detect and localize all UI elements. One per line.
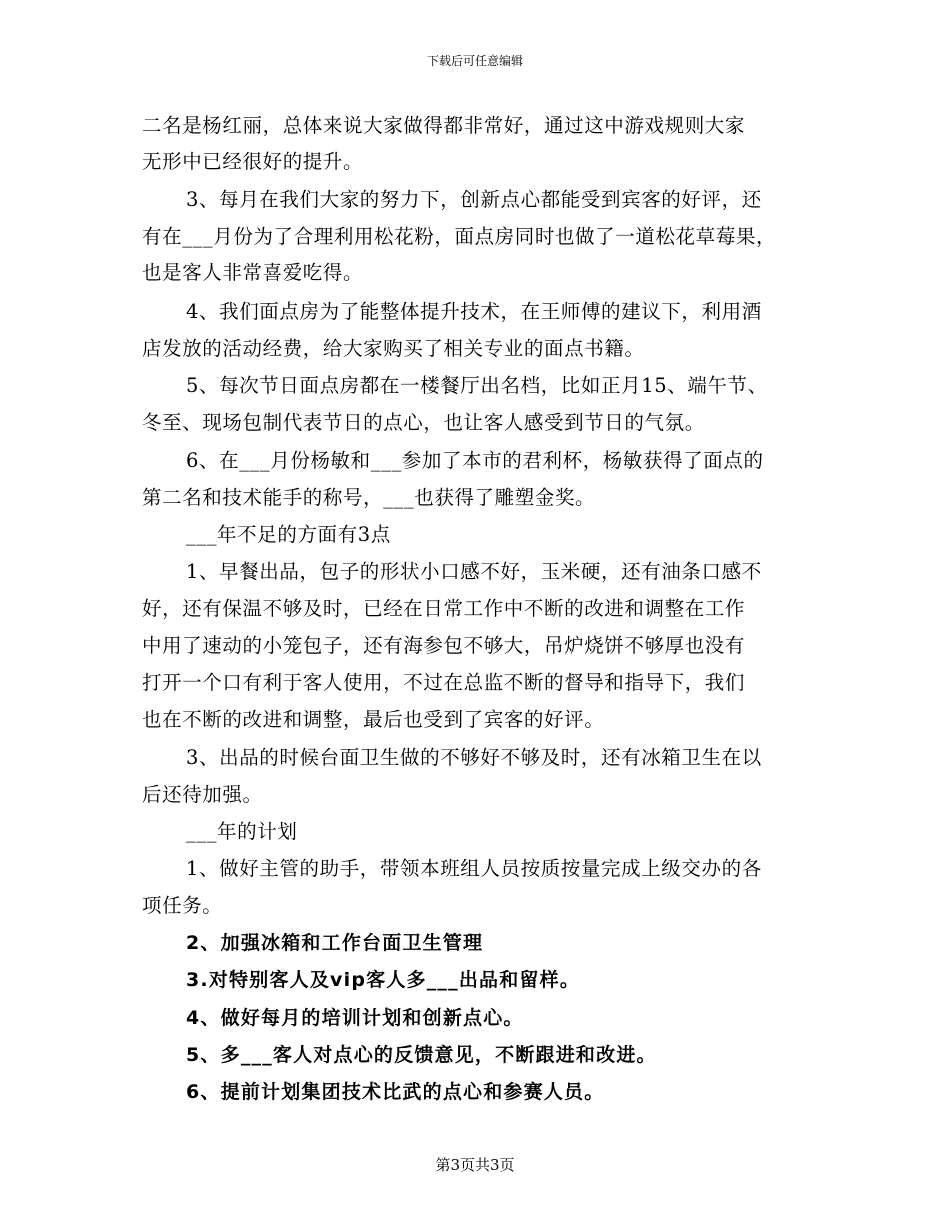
section-heading: ___年的计划 — [186, 820, 298, 843]
section-heading: ___年不足的方面有3点 — [186, 523, 391, 546]
body-line: 5、每次节日面点房都在一楼餐厅出名档，比如正月15、端午节、 — [186, 374, 768, 397]
body-line: 有在___月份为了合理利用松花粉，面点房同时也做了一道松花草莓果， — [142, 225, 777, 248]
body-line: 好，还有保温不够及时，已经在日常工作中不断的改进和调整在工作 — [142, 597, 746, 620]
body-line: 1、早餐出品，包子的形状小口感不好，玉米硬，还有油条口感不 — [186, 560, 762, 583]
body-line: 1、做好主管的助手，带领本班组人员按质按量完成上级交办的各 — [186, 857, 762, 880]
body-line: 也是客人非常喜爱吃得。 — [142, 261, 364, 284]
body-line: 中用了速动的小笼包子，还有海参包不够大，吊炉烧饼不够厚也没有 — [142, 634, 746, 657]
body-line: 3、出品的时候台面卫生做的不够好不够及时，还有冰箱卫生在以 — [186, 746, 762, 769]
body-line: 后还待加强。 — [142, 783, 263, 806]
plan-item: 4、做好每月的培训计划和创新点心。 — [186, 1007, 524, 1029]
plan-item: 5、多___客人对点心的反馈意见，不断跟进和改进。 — [186, 1044, 657, 1066]
body-line: 冬至、现场包制代表节日的点心，也让客人感受到节日的气氛。 — [142, 411, 705, 434]
body-line: 也在不断的改进和调整，最后也受到了宾客的好评。 — [142, 708, 605, 731]
body-line: 第二名和技术能手的称号，___也获得了雕塑金奖。 — [142, 486, 596, 509]
body-line: 6、在___月份杨敏和___参加了本市的君利杯，杨敏获得了面点的 — [186, 449, 764, 472]
body-line: 无形中已经很好的提升。 — [142, 150, 364, 173]
body-line: 打开一个口有利于客人使用，不过在总监不断的督导和指导下，我们 — [142, 671, 746, 694]
body-line: 4、我们面点房为了能整体提升技术，在王师傅的建议下，利用酒 — [186, 300, 762, 323]
plan-item: 6、提前计划集团技术比武的点心和参赛人员。 — [186, 1081, 605, 1103]
page-footer: 第3页共3页 — [435, 1156, 515, 1174]
page-header: 下载后可任意编辑 — [426, 54, 523, 68]
plan-item: 3.对特别客人及vip客人多___出品和留样。 — [186, 969, 581, 991]
body-line: 3、每月在我们大家的努力下，创新点心都能受到宾客的好评，还 — [186, 188, 762, 211]
body-line: 店发放的活动经费，给大家购买了相关专业的面点书籍。 — [142, 337, 645, 360]
plan-item: 2、加强冰箱和工作台面卫生管理 — [186, 932, 484, 954]
body-line: 二名是杨红丽，总体来说大家做得都非常好，通过这中游戏规则大家 — [142, 114, 746, 137]
body-line: 项任务。 — [142, 894, 223, 917]
